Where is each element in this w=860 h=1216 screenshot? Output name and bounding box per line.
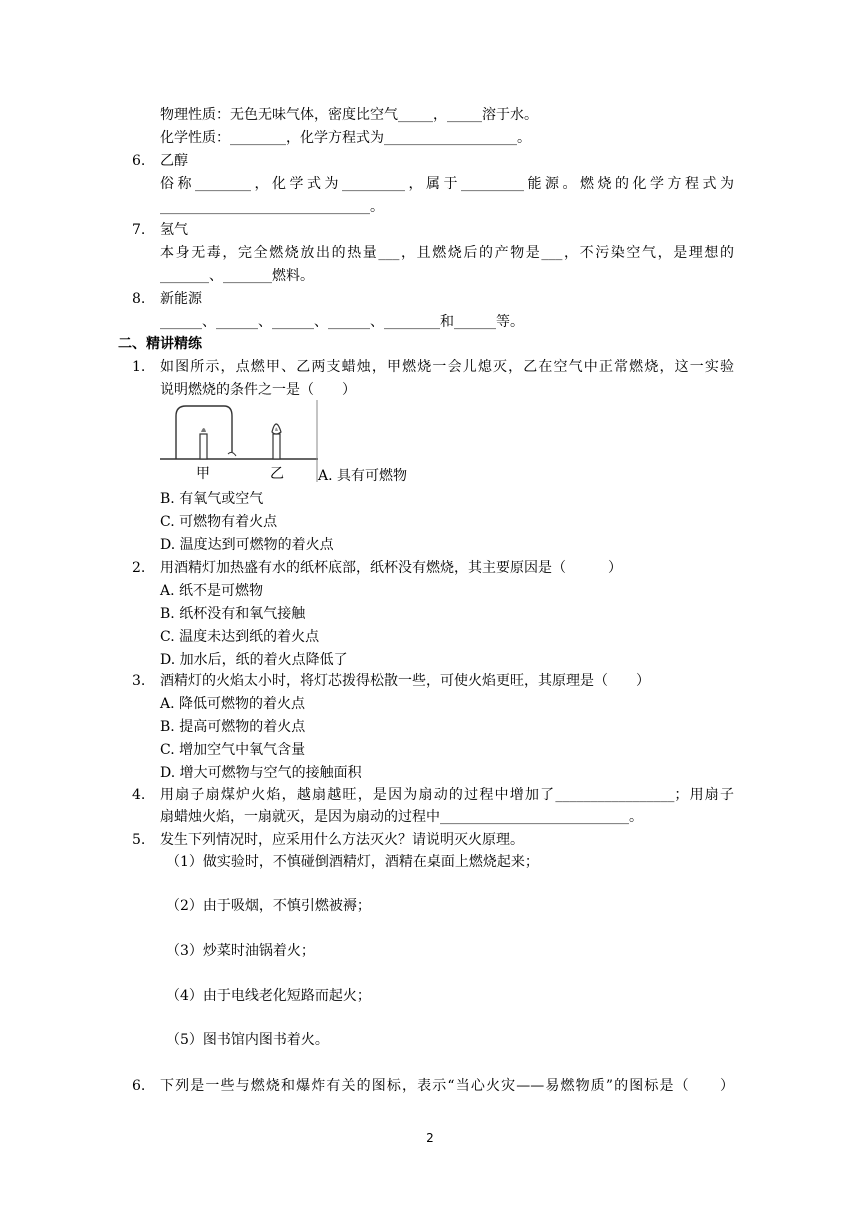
question-text: 发生下列情况时，应采用什么方法灭火？请说明灭火原理。 <box>160 832 524 848</box>
text-line: 本身无毒，完全燃烧放出的热量___，且燃烧后的产物是___，不污染空气，是理想的 <box>160 245 734 261</box>
question-number: 4. <box>132 787 146 803</box>
question-text: 如图所示，点燃甲、乙两支蜡烛，甲燃烧一会儿熄灭，乙在空气中正常燃烧，这一实验 <box>160 359 734 375</box>
sub-question: （4）由于电线老化短路而起火； <box>166 988 371 1004</box>
question-text: 说明燃烧的条件之一是（ ） <box>160 382 356 398</box>
option-d: D. 加水后，纸的着火点降低了 <box>160 652 348 668</box>
question-number: 6. <box>132 1078 146 1094</box>
item-heading: 新能源 <box>160 291 202 307</box>
text-line: _______、_______燃料。 <box>160 268 314 284</box>
option-b: B. 纸杯没有和氧气接触 <box>160 606 306 622</box>
option-d: D. 增大可燃物与空气的接触面积 <box>160 765 362 781</box>
figure-label-yi: 乙 <box>270 466 284 482</box>
item-number: 8. <box>132 291 146 307</box>
text-line: 化学性质：________，化学方程式为___________________。 <box>160 130 531 146</box>
question-text: 用酒精灯加热盛有水的纸杯底部，纸杯没有燃烧，其主要原因是（ ） <box>160 560 622 576</box>
question-text: 扇蜡烛火焰，一扇就灭，是因为扇动的过程中___________________________。 <box>160 809 643 825</box>
sub-question: （3）炒菜时油锅着火； <box>166 943 315 959</box>
option-a: A. 降低可燃物的着火点 <box>160 696 306 712</box>
option-a: A. 纸不是可燃物 <box>160 583 264 599</box>
section-heading: 二、精讲精练 <box>118 336 202 352</box>
question-number: 2. <box>132 560 146 576</box>
option-c: C. 可燃物有着火点 <box>160 514 278 530</box>
sub-question: （1）做实验时，不慎碰倒酒精灯，酒精在桌面上燃烧起来； <box>166 854 539 870</box>
page-number: 2 <box>426 1131 434 1145</box>
text-line: ______、______、______、______、________和______等。 <box>160 314 524 330</box>
sub-question: （5）图书馆内图书着火。 <box>166 1032 329 1048</box>
option-b: B. 提高可燃物的着火点 <box>160 719 306 735</box>
option-c: C. 增加空气中氧气含量 <box>160 742 306 758</box>
item-heading: 氢气 <box>160 222 188 238</box>
text-line: 物理性质：无色无味气体，密度比空气_____，_____溶于水。 <box>160 107 538 123</box>
figure-label-jia: 甲 <box>196 466 210 482</box>
sub-question: （2）由于吸烟，不慎引燃被褥； <box>166 898 371 914</box>
item-number: 7. <box>132 222 146 238</box>
question-text: 下列是一些与燃烧和爆炸有关的图标，表示“当心火灾——易燃物质”的图标是（ ） <box>160 1078 734 1094</box>
question-text: 酒精灯的火焰太小时，将灯芯拨得松散一些，可使火焰更旺，其原理是（ ） <box>160 673 650 689</box>
text-line: 俗称________，化学式为_________，属于_________能源。燃烧的化学方程式为 <box>160 176 734 192</box>
question-number: 5. <box>132 832 146 848</box>
text-line: ______________________________。 <box>160 199 384 215</box>
item-heading: 乙醇 <box>160 153 188 169</box>
candle-experiment-figure <box>160 398 320 484</box>
option-d: D. 温度达到可燃物的着火点 <box>160 537 334 553</box>
item-number: 6. <box>132 153 146 169</box>
question-text: 用扇子扇煤炉火焰，越扇越旺，是因为扇动的过程中增加了_________________；用扇子 <box>160 787 734 803</box>
option-c: C. 温度未达到纸的着火点 <box>160 629 320 645</box>
question-number: 3. <box>132 673 146 689</box>
question-number: 1. <box>132 359 146 375</box>
option-a: A. 具有可燃物 <box>318 468 408 484</box>
option-b: B. 有氧气或空气 <box>160 491 264 507</box>
